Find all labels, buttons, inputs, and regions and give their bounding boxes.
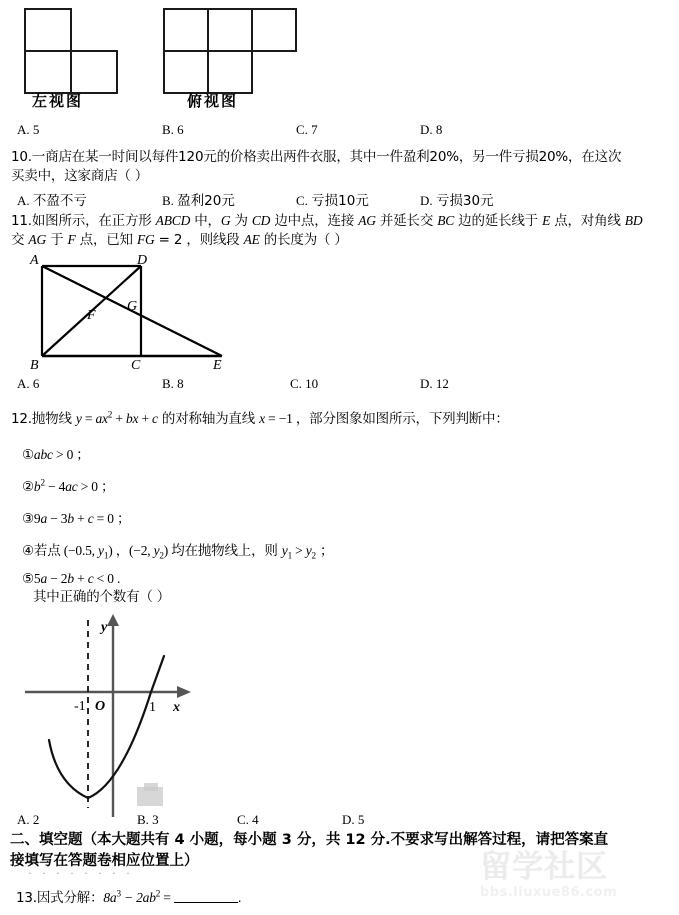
svg-text:C: C xyxy=(131,358,141,370)
q11-var: F xyxy=(67,232,76,247)
q12-term-bx: bx xyxy=(125,411,139,426)
statement-point: ) xyxy=(163,543,172,558)
q11-var: AG xyxy=(358,213,376,228)
statement-text: b xyxy=(33,479,41,494)
q11-var: BD xyxy=(624,213,643,228)
option-label: C. xyxy=(290,376,302,391)
option-value: 12 xyxy=(435,376,449,391)
q11-text: 为 xyxy=(230,213,252,229)
option-label: A. xyxy=(17,812,30,827)
section-two-line2: 接填写在答题卷相应位置上） xyxy=(10,853,199,870)
q12-exponent: 2 xyxy=(107,409,113,420)
statement-op: + xyxy=(73,571,88,586)
q12-intro xyxy=(11,411,509,428)
q12-option-a xyxy=(17,812,39,828)
q12-text: + xyxy=(112,411,126,426)
svg-text:E: E xyxy=(213,358,222,370)
q13-expr: − 2ab xyxy=(120,889,156,905)
statement-text: ac xyxy=(65,479,78,494)
q12-term-ax: ax xyxy=(95,411,108,426)
statement-marker: ④ xyxy=(22,543,34,559)
grid-cell xyxy=(163,50,209,94)
statement-text: c xyxy=(87,511,94,526)
statement-op: + xyxy=(73,511,88,526)
q13-exponent: 3 xyxy=(116,888,121,899)
statement-sub: 1 xyxy=(103,550,109,561)
option-value: 7 xyxy=(311,122,318,137)
option-value: 6 xyxy=(32,376,40,391)
svg-text:D: D xyxy=(137,253,148,268)
statement-var: y xyxy=(305,543,312,558)
q13-eq: = xyxy=(160,889,174,905)
statement-marker: ② xyxy=(22,479,34,495)
option-value: 10 xyxy=(305,376,319,391)
q11-text: 交 xyxy=(11,232,29,248)
q9-option-a xyxy=(17,122,39,138)
q11-text: 11.如图所示，在正方形 xyxy=(11,213,156,229)
q10-option-d xyxy=(420,189,494,209)
statement-sub: 1 xyxy=(287,550,292,561)
parabola-figure xyxy=(25,612,210,817)
statement-text: c xyxy=(87,571,94,586)
statement-text: 若点 xyxy=(33,543,61,559)
q11-text: 边的延长线于 xyxy=(454,213,543,229)
q13-answer-blank[interactable] xyxy=(174,889,238,903)
statement-marker: ⑤ xyxy=(22,571,34,587)
grid-cell xyxy=(24,8,72,52)
statement-text: b xyxy=(67,511,74,526)
statement-rel: > xyxy=(291,543,306,558)
q13-exponent: 2 xyxy=(155,888,161,899)
q10-line2: 买卖中，这家商店（ ） xyxy=(11,168,149,184)
grid-cell xyxy=(24,50,72,94)
statement-op: 9 xyxy=(33,511,41,526)
option-label: A. xyxy=(17,376,30,391)
q12-text: ，部分图象如图所示，下列判断中： xyxy=(295,411,509,427)
top-view-caption: 俯视图 xyxy=(187,92,239,110)
statement-point: ) ，(−2, xyxy=(108,543,154,558)
statement-rel: = 0 ； xyxy=(93,511,131,526)
q9-option-c xyxy=(296,122,318,138)
q13-line xyxy=(16,889,241,906)
q11-var: AE xyxy=(243,232,260,247)
svg-text:1: 1 xyxy=(149,700,156,715)
q11-text: 于 xyxy=(46,232,68,248)
q10-option-b xyxy=(162,189,235,209)
option-label: B. xyxy=(162,122,174,137)
q11-var: AG xyxy=(28,232,47,247)
q9-option-b xyxy=(162,122,184,138)
option-label: B. xyxy=(162,193,174,208)
statement-var: y xyxy=(281,543,288,558)
option-value: 2 xyxy=(32,812,40,827)
grid-cell xyxy=(251,8,297,52)
option-label: D. xyxy=(342,812,355,827)
statement-exponent: 2 xyxy=(40,477,45,488)
q12-option-d xyxy=(342,812,364,828)
option-value: 6 xyxy=(177,122,184,137)
q11-option-a xyxy=(17,376,39,392)
q12-term-c: c xyxy=(152,411,158,426)
q10-line1: 10.一商店在某一时间以每件120元的价格卖出两件衣服，其中一件盈利20%，另一件亏损20%，在这次 xyxy=(11,149,622,165)
q12-option-c xyxy=(237,812,259,828)
q12-value: = −1 xyxy=(264,411,296,426)
statement-rel: > 0 ； xyxy=(77,479,115,494)
option-value: 8 xyxy=(435,122,443,137)
statement-var: y xyxy=(153,543,160,558)
option-value: 盈利20元 xyxy=(177,193,235,209)
statement-op: − 4 xyxy=(44,479,66,494)
q11-option-c xyxy=(290,376,318,392)
q12-statement-3 xyxy=(22,507,130,527)
q11-var: ABCD xyxy=(155,213,191,228)
statement-op: − 2 xyxy=(47,571,68,586)
option-label: A. xyxy=(17,122,30,137)
option-value: 不盈不亏 xyxy=(32,193,87,209)
statement-text: a xyxy=(40,511,48,526)
option-label: B. xyxy=(162,376,174,391)
q11-line1 xyxy=(11,213,642,230)
q12-text: = xyxy=(81,411,96,426)
statement-rel: > 0 ； xyxy=(52,447,90,462)
svg-text:B: B xyxy=(30,358,39,370)
q11-text: 中， xyxy=(190,213,221,229)
option-value: 4 xyxy=(252,812,259,827)
q11-var: BC xyxy=(437,213,455,228)
scan-artifact xyxy=(144,783,158,791)
q11-var: G xyxy=(220,213,231,228)
q11-line2 xyxy=(11,232,348,249)
option-label: C. xyxy=(296,193,308,208)
watermark-url-text: bbs.liuxue86.com xyxy=(480,885,618,900)
statement-op: 5 xyxy=(33,571,41,586)
left-view-caption: 左视图 xyxy=(32,92,84,110)
q11-var: FG xyxy=(136,232,155,247)
option-label: C. xyxy=(296,122,308,137)
q12-statement-2 xyxy=(22,475,114,495)
statement-op: − 3 xyxy=(47,511,68,526)
svg-text:x: x xyxy=(173,700,180,715)
q11-option-b xyxy=(162,376,184,392)
q13-prefix: 13.因式分解： xyxy=(16,889,104,906)
q9-option-d xyxy=(420,122,442,138)
q11-var: CD xyxy=(251,213,271,228)
svg-text:O: O xyxy=(95,699,106,714)
svg-text:y: y xyxy=(101,620,108,635)
statement-var: y xyxy=(98,543,104,558)
q12-option-b xyxy=(137,812,159,828)
square-geometry-figure xyxy=(14,252,264,370)
q13-expr: 8a xyxy=(103,889,117,905)
option-label: B. xyxy=(137,812,149,827)
statement-text: a xyxy=(40,571,48,586)
statement-text: ； xyxy=(315,543,334,559)
scan-dot-line: · · · · · · · · xyxy=(28,866,134,880)
q12-var-y: y xyxy=(75,411,82,426)
statement-text: b xyxy=(67,571,74,586)
q11-text: = 2 ，则线段 xyxy=(154,232,244,248)
q11-text: 的长度为（ ） xyxy=(259,232,348,248)
q10-option-a xyxy=(17,189,87,209)
q12-text: + xyxy=(138,411,153,426)
option-value: 亏损30元 xyxy=(435,193,494,209)
statement-point: (−0.5, xyxy=(60,543,99,558)
q12-text: 的对称轴为直线 xyxy=(157,411,260,427)
option-label: A. xyxy=(17,193,30,208)
statement-marker: ③ xyxy=(22,511,34,527)
grid-cell xyxy=(163,8,209,52)
grid-cell xyxy=(207,8,253,52)
svg-text:A: A xyxy=(30,253,39,268)
q11-text: 边中点，连接 xyxy=(270,213,359,229)
q11-var: E xyxy=(542,213,551,228)
option-label: D. xyxy=(420,376,433,391)
q10-option-c xyxy=(296,189,369,209)
statement-marker: ① xyxy=(22,447,34,463)
statement-sub: 2 xyxy=(159,550,164,561)
option-value: 3 xyxy=(152,812,159,827)
grid-cell xyxy=(207,50,253,94)
option-value: 5 xyxy=(32,122,40,137)
q12-text: 12.抛物线 xyxy=(11,411,76,427)
q12-question-tail: 其中正确的个数有（ ） xyxy=(33,589,171,605)
option-value: 亏损10元 xyxy=(311,193,369,209)
option-label: D. xyxy=(420,193,433,208)
svg-text:F: F xyxy=(87,308,96,323)
watermark-main-text: 留学社区 xyxy=(480,849,608,885)
option-value: 5 xyxy=(357,812,365,827)
q11-text: 点，已知 xyxy=(75,232,137,248)
svg-text:G: G xyxy=(127,299,138,314)
statement-rel: < 0 . xyxy=(93,571,121,586)
statement-sub: 2 xyxy=(311,550,316,561)
q13-suffix: . xyxy=(237,889,242,905)
q11-text: 点，对角线 xyxy=(550,213,625,229)
q12-statement-5 xyxy=(22,571,120,587)
option-label: C. xyxy=(237,812,249,827)
q11-text: 并延长交 xyxy=(375,213,438,229)
grid-cell xyxy=(70,50,118,94)
svg-text:-1: -1 xyxy=(74,699,86,714)
statement-text: abc xyxy=(33,447,53,462)
q12-var-x: x xyxy=(259,411,265,426)
q11-option-d xyxy=(420,376,449,392)
q12-statement-4 xyxy=(22,539,333,559)
option-label: D. xyxy=(420,122,433,137)
option-value: 8 xyxy=(177,376,184,391)
statement-text: 均在抛物线上，则 xyxy=(171,543,282,559)
section-two-line1: 二、填空题（本大题共有 4 小题，每小题 3 分，共 12 分.不要求写出解答过程，请把答案直 xyxy=(10,832,609,848)
q12-statement-1 xyxy=(22,443,90,463)
